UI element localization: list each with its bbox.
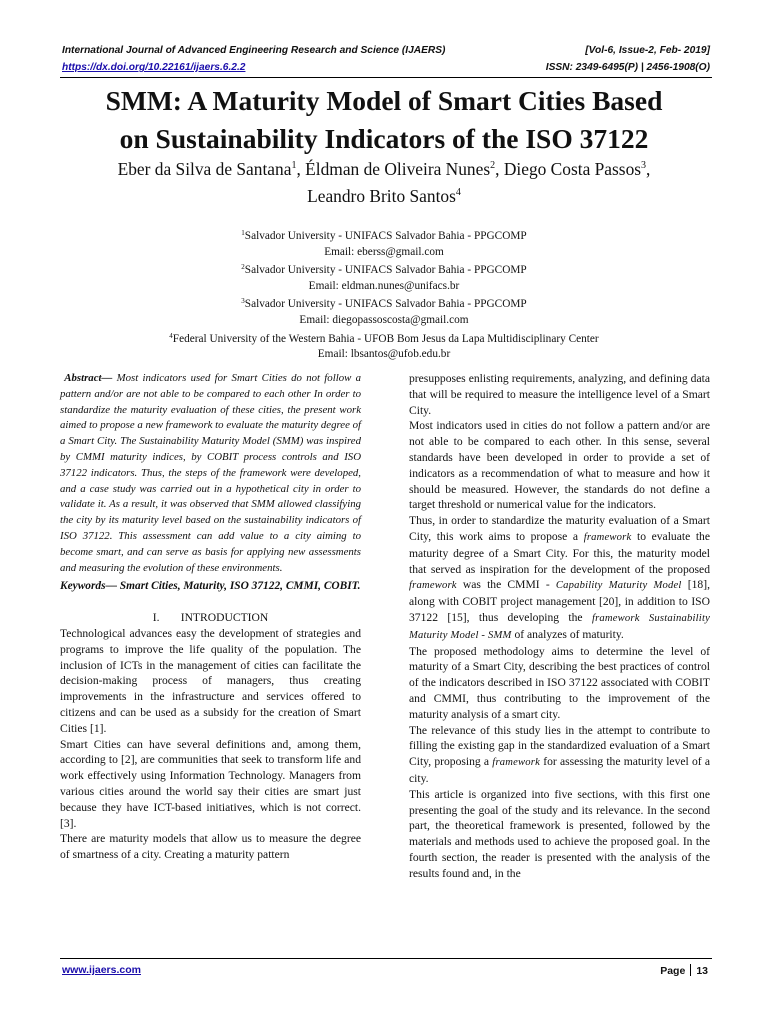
abstract [60, 371, 361, 576]
section-title: INTRODUCTION [180, 611, 269, 625]
section-number: I. [152, 611, 160, 625]
title-line-2: on Sustainability Indicators of the ISO 37122 [119, 123, 649, 154]
title-line-1: SMM: A Maturity Model of Smart Cities Based [105, 85, 663, 116]
issn-info: ISSN: 2349-6495(P) | 2456-1908(O) [545, 62, 710, 73]
author-sup: 2 [490, 160, 496, 171]
affiliation-email: Email: lbsantos@ufob.edu.br [317, 348, 451, 361]
paragraph: This article is organized into five sections, with this first one presenting the goal of the study and its relevance. In the second part, the theoretical framework is presented, followed by the materials and methods used to achieve the proposed goal. In the fourth section, the reader is presented with the analysis of the results found and, in the [409, 787, 710, 880]
page-separator [690, 964, 691, 976]
affiliation-list [60, 226, 708, 363]
paragraph: Smart Cities can have several definitions and, among them, according to [2], are communities that seek to transform life and work effectively using Information Technology. Managers from various cities around the world say their cities are smart just because they have ICT-based initiatives, which is not correct. [3]. [60, 737, 361, 830]
paragraph: The relevance of this study lies in the attempt to contribute to filling the existing gap in the standardized evaluation of a Smart City, proposing a framework for assessing the maturity level of a city. [409, 723, 710, 785]
affiliation-org: $^2$Salvador University - UNIFACS Salvador Bahia - PPGCOMP [241, 263, 527, 277]
italic-term: Capability Maturity Model [555, 580, 682, 592]
affiliation-email: Email: eldman.nunes@unifacs.br [308, 279, 460, 292]
affiliation-org: $^1$Salvador University - UNIFACS Salvador Bahia - PPGCOMP [241, 229, 527, 242]
abstract-text: Most indicators used for Smart Cities do not follow a pattern and/or are not able to be compared to each other In order to standardize the maturity evaluation of these cities, the present work aimed to propose a new framework to evaluate the maturity degree of a Smart City. The Sustainability Maturity Model (SMM) was inspired by CMMI maturity indices, by COBIT process controls and ISO 37122 indicators. Thus, the steps of the framework were developed, and a case study was carried out in a hypothetical city in order to validate it. As a result, it was observed that SMM allowed classifying the city by its maturity level based on the sustainability indicators of ISO 37122. This assessment can add value to a city aiming to become smart, and can serve as basis for applying new assessments and measuring the evolution of these environments. [60, 372, 361, 574]
affiliation-org: $^3$Salvador University - UNIFACS Salvador Bahia - PPGCOMP [241, 297, 527, 311]
paragraph: Thus, in order to standardize the maturity evaluation of a Smart City, this work aims to propose a framework to evaluate the maturity degree of a Smart City. For this, the maturity model that served as inspiration for the development of the proposed framework was the CMMI - Capability Maturity Model [18], along with COBIT project management [20], in addition to ISO 37122 [15], thus developing the framework Sustainability Maturity Model - SMM of analyzes of maturity. [409, 514, 710, 641]
paragraph: The proposed methodology aims to determine the level of maturity of a Smart City, describing the best practices of control of the indicators described in ISO 37122 associated with COBIT and CMMI, thus contributing to the improvement of the maturity analysis of a smart city. [409, 644, 710, 721]
header-rule [60, 77, 712, 78]
paragraph: Most indicators used in cities do not follow a pattern and/or are not able to be compared to each other. In this sense, several standards have been developed in order to provide a set of indicators as a recommendation of what to measure and how it should be measured. However, the standards do not define a target threshold or numerical value for the indicators. [409, 419, 710, 512]
keywords: Keywords— Smart Cities, Maturity, ISO 37122, CMMI, COBIT. [60, 580, 361, 593]
author-line-2 [40, 181, 728, 208]
page-number: Page 13 [660, 965, 708, 977]
affiliation-email: Email: eberss@gmail.com [324, 245, 444, 258]
website-link[interactable]: www.ijaers.com [62, 964, 141, 976]
left-column [60, 371, 361, 863]
italic-term: framework Sustainability Maturity Model - SMM [409, 612, 710, 641]
paragraph: presupposes enlisting requirements, analyzing, and defining data that will be required to measure the intelligence level of a Smart City. [409, 372, 710, 417]
volume-info: [Vol-6, Issue-2, Feb- 2019] [585, 45, 710, 56]
italic-term: framework [583, 531, 632, 543]
footer-rule [60, 958, 712, 959]
author-line-1: Eber da Silva de Santana$^1$, Éldman de Oliveira Nunes$^2$, Diego Costa Passos$^3$, [117, 159, 651, 179]
italic-term: framework [492, 757, 540, 769]
italic-term: framework [409, 580, 457, 592]
paper-title [40, 82, 728, 158]
author-sup: 4 [455, 187, 461, 198]
author-name: Leandro Brito Santos [307, 186, 456, 206]
author-name: Eber da Silva de Santana [117, 159, 292, 179]
abstract-label: Abstract— [64, 372, 113, 384]
affiliation-org: $^4$Federal University of the Western Bahia - UFOB Bom Jesus da Lapa Multidisciplinary Center [169, 331, 599, 345]
author-name: Diego Costa Passos [503, 159, 642, 179]
author-name: Éldman de Oliveira Nunes [305, 159, 491, 179]
author-list [40, 154, 728, 208]
right-column [409, 371, 710, 882]
paragraph: There are maturity models that allow us to measure the degree of smartness of a city. Creating a maturity pattern [60, 832, 361, 862]
journal-name: International Journal of Advanced Engineering Research and Science (IJAERS) [62, 45, 446, 56]
author-sup: 1 [291, 160, 297, 171]
paragraph: Technological advances easy the development of strategies and programs to improve the life quality of the population. The inclusion of ICTs in the management of cities can facilitate the decision-making process of managers, thus creating improvements in the infrastructure and services offered to citizens and can be used as a subsidy for the creation of Smart Cities [1]. [60, 626, 361, 735]
author-sup: 3 [641, 160, 647, 171]
section-heading [60, 610, 361, 626]
affiliation-email: Email: diegopassoscosta@gmail.com [299, 313, 469, 326]
doi-link[interactable]: https://dx.doi.org/10.22161/ijaers.6.2.2 [62, 62, 246, 73]
